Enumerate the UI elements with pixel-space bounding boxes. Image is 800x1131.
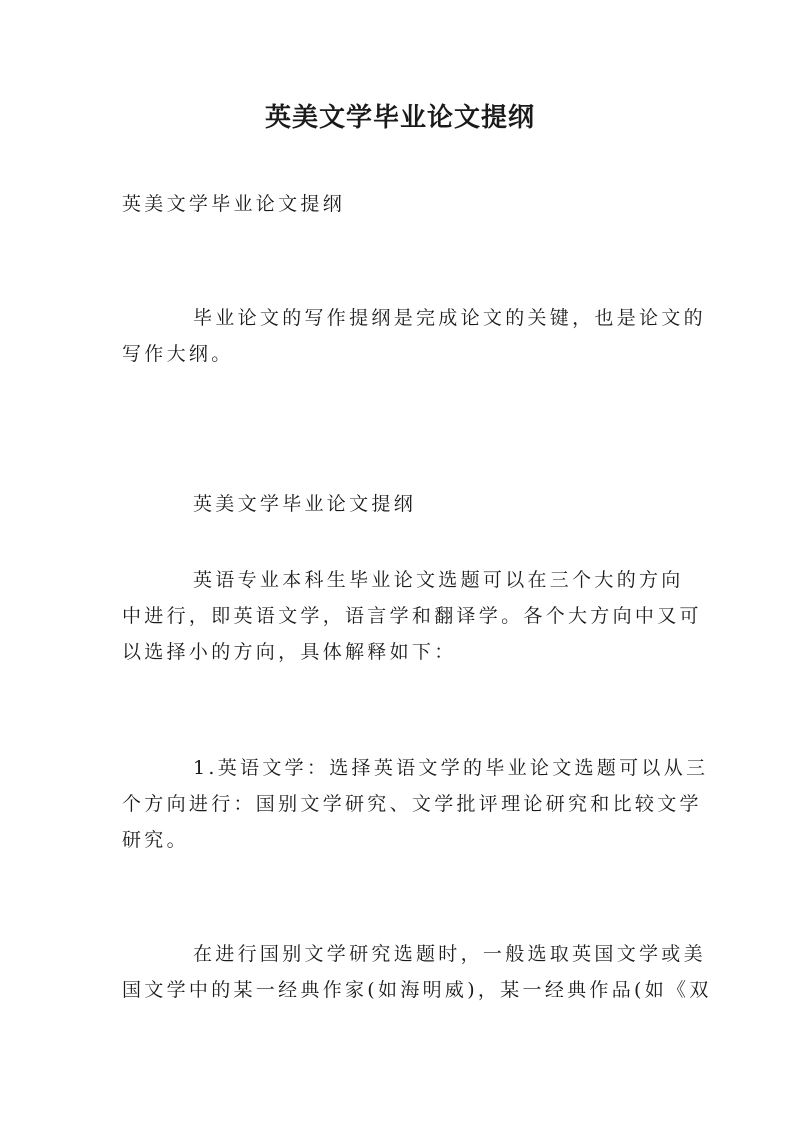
document-title: 英美文学毕业论文提纲	[264, 103, 535, 133]
section-heading: 英美文学毕业论文提纲	[193, 493, 417, 515]
paragraph-1-line-1: 毕业论文的写作提纲是完成论文的关键，也是论文的	[193, 307, 706, 329]
paragraph-3-line-1: 1.英语文学：选择英语文学的毕业论文选题可以从三	[193, 757, 709, 779]
paragraph-4-line-2: 国文学中的某一经典作家(如海明威)，某一经典作品(如《双	[122, 979, 712, 1001]
paragraph-2-line-1: 英语专业本科生毕业论文选题可以在三个大的方向	[193, 569, 684, 591]
paragraph-1-line-2: 写作大纲。	[122, 343, 234, 365]
paragraph-4-line-1: 在进行国别文学研究选题时，一般选取英国文学或美	[193, 943, 706, 965]
paragraph-3-line-3: 研究。	[122, 829, 189, 851]
document-subtitle: 英美文学毕业论文提纲	[122, 193, 346, 215]
paragraph-2-line-3: 以选择小的方向，具体解释如下：	[122, 641, 457, 663]
paragraph-2-line-2: 中进行，即英语文学，语言学和翻译学。各个大方向中又可	[122, 605, 702, 627]
paragraph-3-line-2: 个方向进行：国别文学研究、文学批评理论研究和比较文学	[122, 793, 702, 815]
